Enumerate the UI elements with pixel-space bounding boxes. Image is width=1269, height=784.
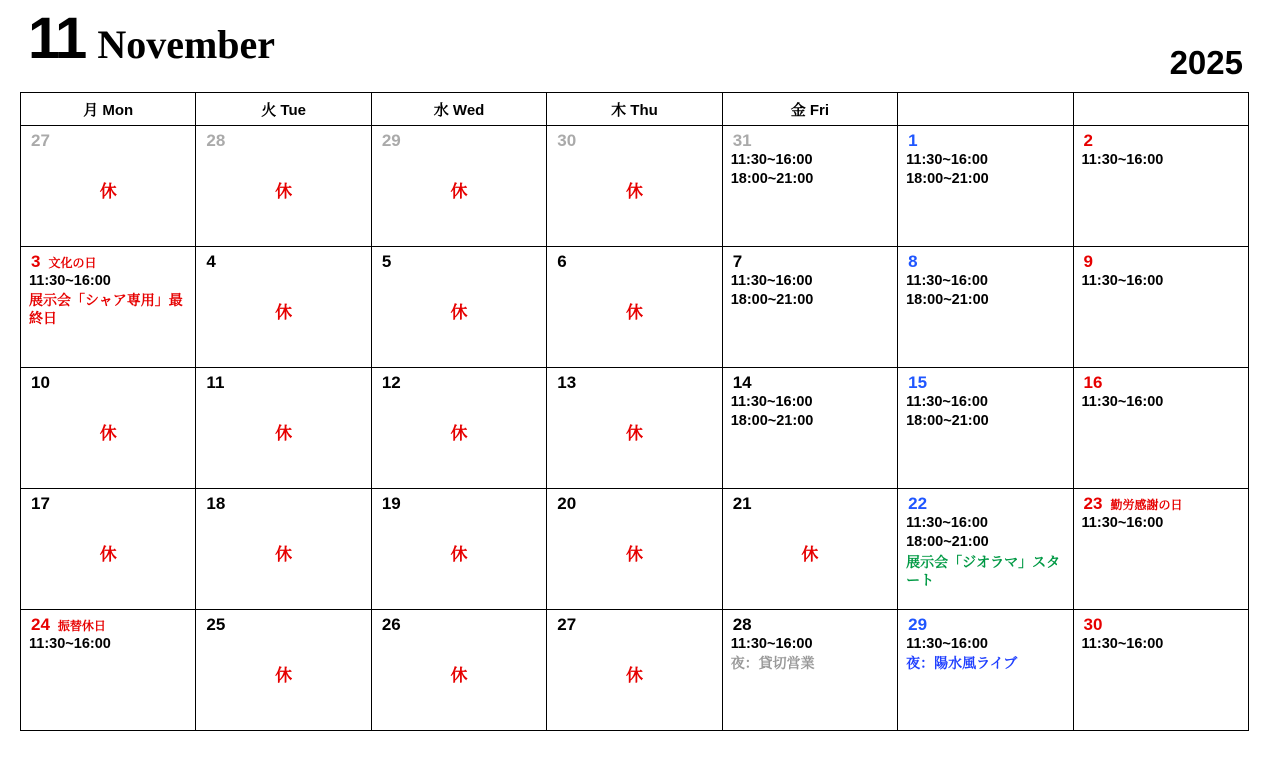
- day-number: 27: [31, 131, 50, 150]
- day-number: 18: [206, 494, 226, 513]
- calendar-day-cell[interactable]: [722, 489, 897, 610]
- day-number-row: [723, 489, 897, 514]
- business-hours: 18:00~21:00: [730, 171, 814, 188]
- closed-mark: 休: [450, 424, 468, 443]
- day-number-row: [1074, 489, 1248, 514]
- weekday-header-4: 木 Thu: [547, 93, 722, 126]
- calendar-day-cell[interactable]: [1073, 610, 1248, 731]
- business-hours: 11:30~16:00: [1081, 636, 1164, 652]
- day-cell-inner: [21, 368, 195, 488]
- day-number: 14: [732, 373, 752, 392]
- closed-mark: 休: [275, 545, 293, 564]
- calendar-day-cell[interactable]: [898, 247, 1073, 368]
- business-hours: 11:30~16:00: [29, 636, 111, 652]
- day-number-row: [547, 489, 721, 514]
- day-number: 28: [732, 615, 752, 634]
- day-number: 20: [557, 494, 577, 513]
- business-hours: 11:30~16:00: [1081, 152, 1164, 168]
- calendar-week-row: [21, 489, 1249, 610]
- weekday-header-2: 火 Tue: [196, 93, 371, 126]
- day-cell-inner: [21, 610, 195, 730]
- calendar-day-cell[interactable]: [722, 610, 897, 731]
- day-number-row: [21, 489, 195, 514]
- year-label: 2025: [1169, 44, 1243, 81]
- calendar-day-cell[interactable]: [196, 247, 371, 368]
- closed-mark: 休: [99, 424, 117, 443]
- closed-mark: 休: [450, 666, 468, 685]
- day-cell-inner: [898, 610, 1072, 730]
- closed-mark: 休: [275, 182, 293, 201]
- day-number: 6: [557, 252, 567, 271]
- day-cell-inner: [21, 126, 195, 246]
- day-note: 展示会「シャア専用」最終日: [29, 292, 183, 327]
- day-number: 29: [908, 615, 928, 634]
- calendar-day-cell[interactable]: [547, 489, 722, 610]
- day-cell-inner: [723, 368, 897, 488]
- day-number-row: [547, 126, 721, 151]
- closed-mark: 休: [99, 545, 117, 564]
- closed-mark: 休: [450, 182, 468, 201]
- closed-mark: 休: [450, 545, 468, 564]
- day-number-row: [898, 126, 1072, 151]
- calendar-day-cell[interactable]: [196, 126, 371, 247]
- calendar-day-cell[interactable]: [898, 489, 1073, 610]
- day-number: 19: [381, 494, 401, 513]
- business-hours: 11:30~16:00: [1081, 273, 1164, 289]
- day-cell-inner: [1074, 610, 1248, 730]
- weekday-header-5: 金 Fri: [722, 93, 897, 126]
- weekday-header-1: 月 Mon: [21, 93, 196, 126]
- day-cell-inner: [723, 247, 897, 367]
- day-cell-inner: [898, 368, 1072, 488]
- day-number: 15: [908, 373, 928, 392]
- month-number: 11: [28, 6, 86, 71]
- day-cell-inner: [1074, 126, 1248, 246]
- month-title: [28, 6, 276, 71]
- day-number: 23: [1083, 494, 1103, 513]
- day-number: 24: [31, 615, 50, 634]
- calendar-day-cell[interactable]: [21, 489, 196, 610]
- calendar-day-cell[interactable]: [21, 368, 196, 489]
- day-cell-inner: [372, 247, 546, 367]
- calendar-day-cell[interactable]: [1073, 368, 1248, 489]
- day-number: 30: [1083, 615, 1103, 634]
- calendar-day-cell[interactable]: [722, 247, 897, 368]
- day-number-row: [1074, 126, 1248, 151]
- day-number: 10: [31, 373, 50, 392]
- calendar-day-cell[interactable]: [1073, 489, 1248, 610]
- day-cell-inner: [372, 126, 546, 246]
- business-hours: 18:00~21:00: [906, 413, 989, 430]
- day-number-row: [21, 247, 195, 272]
- day-cell-inner: [723, 610, 897, 730]
- day-number: 31: [732, 131, 752, 150]
- closed-mark: 休: [99, 182, 117, 201]
- day-number-row: [372, 610, 546, 635]
- calendar-day-cell[interactable]: [371, 489, 546, 610]
- holiday-name: 勤労感謝の日: [1110, 498, 1183, 512]
- closed-mark: 休: [275, 303, 293, 322]
- calendar-week-row: [21, 247, 1249, 368]
- day-number-row: [196, 247, 370, 272]
- closed-mark: 休: [625, 545, 643, 564]
- calendar-week-row: [21, 126, 1249, 247]
- day-cell-inner: [21, 247, 195, 367]
- calendar-day-cell[interactable]: [371, 247, 546, 368]
- day-number: 1: [908, 131, 918, 150]
- business-hours: 11:30~16:00: [730, 394, 813, 410]
- day-cell-inner: [372, 610, 546, 730]
- day-number-row: [898, 368, 1072, 393]
- day-number: 30: [557, 131, 577, 150]
- calendar-day-cell[interactable]: [371, 368, 546, 489]
- day-number-row: [547, 368, 721, 393]
- day-cell-inner: [196, 368, 370, 488]
- day-number: 25: [206, 615, 226, 634]
- calendar-day-cell[interactable]: [196, 610, 371, 731]
- day-number: 11: [206, 373, 225, 392]
- day-number: 22: [908, 494, 928, 513]
- day-number-row: [547, 247, 721, 272]
- business-hours: 11:30~16:00: [730, 152, 813, 168]
- day-cell-inner: [547, 247, 721, 367]
- day-cell-inner: [1074, 368, 1248, 488]
- day-number-row: [898, 247, 1072, 272]
- day-cell-inner: [723, 126, 897, 246]
- day-number: 12: [381, 373, 401, 392]
- calendar-grid: [20, 92, 1249, 731]
- day-cell-inner: [547, 368, 721, 488]
- calendar-day-cell[interactable]: [898, 126, 1073, 247]
- day-number-row: [196, 368, 370, 393]
- day-number-row: [196, 610, 370, 635]
- day-cell-inner: [898, 126, 1072, 246]
- business-hours: 11:30~16:00: [730, 636, 813, 652]
- calendar-day-cell[interactable]: [21, 126, 196, 247]
- day-number: 17: [31, 494, 50, 513]
- calendar-day-cell[interactable]: [371, 610, 546, 731]
- day-number-row: [196, 489, 370, 514]
- day-cell-inner: [547, 489, 721, 609]
- calendar-day-cell[interactable]: [898, 368, 1073, 489]
- day-number: 13: [557, 373, 577, 392]
- calendar-day-cell[interactable]: [1073, 247, 1248, 368]
- calendar-day-cell[interactable]: [722, 126, 897, 247]
- calendar-day-cell[interactable]: [547, 368, 722, 489]
- day-number-row: [372, 126, 546, 151]
- day-number: 21: [732, 494, 752, 513]
- business-hours: 11:30~16:00: [906, 636, 988, 652]
- day-number-row: [372, 489, 546, 514]
- closed-mark: 休: [801, 545, 819, 564]
- day-number: 3: [31, 252, 41, 271]
- day-note: 夜：陽水風ライブ: [906, 655, 1018, 672]
- weekday-header-row: [21, 93, 1249, 126]
- calendar-day-cell[interactable]: [547, 247, 722, 368]
- day-cell-inner: [196, 126, 370, 246]
- holiday-name: 振替休日: [57, 619, 106, 633]
- closed-mark: 休: [275, 666, 293, 685]
- day-number-row: [21, 126, 195, 151]
- closed-mark: 休: [625, 424, 643, 443]
- holiday-name: 文化の日: [48, 256, 97, 270]
- day-number-row: [1074, 368, 1248, 393]
- business-hours: 18:00~21:00: [730, 413, 814, 430]
- day-number-row: [21, 610, 195, 635]
- calendar-day-cell[interactable]: [196, 489, 371, 610]
- business-hours: 11:30~16:00: [730, 273, 813, 289]
- day-cell-inner: [1074, 489, 1248, 609]
- closed-mark: 休: [625, 303, 643, 322]
- day-number: 9: [1083, 252, 1093, 271]
- day-cell-inner: [196, 247, 370, 367]
- weekday-header-6: 土 Sat: [898, 93, 1073, 126]
- calendar-day-cell[interactable]: [21, 610, 196, 731]
- day-cell-inner: [547, 126, 721, 246]
- business-hours: 11:30~16:00: [906, 273, 988, 289]
- weekday-header-7: 日 Sun: [1073, 93, 1248, 126]
- calendar-week-row: [21, 610, 1249, 731]
- day-number-row: [723, 126, 897, 151]
- business-hours: 18:00~21:00: [906, 171, 989, 188]
- business-hours: 18:00~21:00: [906, 292, 989, 309]
- closed-mark: 休: [625, 182, 643, 201]
- day-number-row: [723, 610, 897, 635]
- day-number-row: [1074, 247, 1248, 272]
- calendar-day-cell[interactable]: [21, 247, 196, 368]
- day-number-row: [723, 247, 897, 272]
- day-cell-inner: [196, 610, 370, 730]
- day-number-row: [898, 610, 1072, 635]
- calendar-day-cell[interactable]: [898, 610, 1073, 731]
- day-number: 7: [732, 252, 743, 271]
- day-number: 29: [381, 131, 401, 150]
- day-number: 5: [381, 252, 392, 271]
- day-number-row: [196, 126, 370, 151]
- day-cell-inner: [547, 610, 721, 730]
- day-number-row: [547, 610, 721, 635]
- business-hours: 11:30~16:00: [906, 515, 988, 531]
- day-number: 4: [206, 252, 216, 271]
- calendar-day-cell[interactable]: [1073, 126, 1248, 247]
- calendar-day-cell[interactable]: [196, 368, 371, 489]
- business-hours: 18:00~21:00: [906, 534, 989, 551]
- day-number: 28: [206, 131, 226, 150]
- day-number: 16: [1083, 373, 1103, 392]
- day-number-row: [21, 368, 195, 393]
- day-number-row: [372, 368, 546, 393]
- closed-mark: 休: [275, 424, 293, 443]
- business-hours: 11:30~16:00: [906, 152, 988, 168]
- day-note: 夜：貸切営業: [730, 655, 815, 672]
- day-number-row: [898, 489, 1072, 514]
- month-name: November: [97, 22, 276, 67]
- day-cell-inner: [21, 489, 195, 609]
- weekday-header-3: 水 Wed: [371, 93, 546, 126]
- day-cell-inner: [898, 489, 1072, 609]
- day-number-row: [372, 247, 546, 272]
- day-number: 2: [1083, 131, 1093, 150]
- closed-mark: 休: [450, 303, 468, 322]
- day-cell-inner: [372, 489, 546, 609]
- calendar-week-row: [21, 368, 1249, 489]
- day-note: 展示会「ジオラマ」スタート: [906, 553, 1061, 588]
- day-number-row: [1074, 610, 1248, 635]
- day-cell-inner: [196, 489, 370, 609]
- business-hours: 11:30~16:00: [29, 273, 111, 289]
- day-cell-inner: [723, 489, 897, 609]
- calendar-day-cell[interactable]: [722, 368, 897, 489]
- day-number: 26: [381, 615, 401, 634]
- business-hours: 11:30~16:00: [1081, 394, 1164, 410]
- closed-mark: 休: [625, 666, 643, 685]
- calendar-day-cell[interactable]: [371, 126, 546, 247]
- day-number: 27: [557, 615, 577, 634]
- calendar-header: [20, 0, 1249, 92]
- calendar-day-cell[interactable]: [547, 126, 722, 247]
- day-number: 8: [908, 252, 918, 271]
- business-hours: 11:30~16:00: [1081, 515, 1164, 531]
- business-hours: 18:00~21:00: [730, 292, 814, 309]
- day-cell-inner: [372, 368, 546, 488]
- day-cell-inner: [1074, 247, 1248, 367]
- business-hours: 11:30~16:00: [906, 394, 988, 410]
- day-cell-inner: [898, 247, 1072, 367]
- calendar-day-cell[interactable]: [547, 610, 722, 731]
- day-number-row: [723, 368, 897, 393]
